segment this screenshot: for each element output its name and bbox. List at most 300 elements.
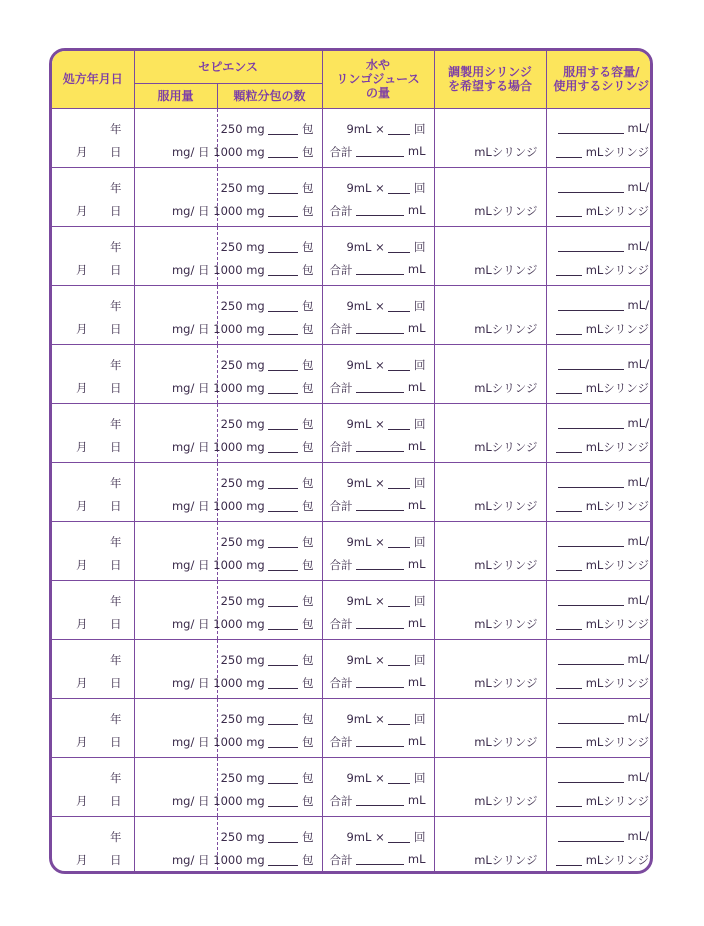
usage-volume-cell xyxy=(546,403,653,462)
month-label: 月 xyxy=(76,793,88,808)
syringe-preference-label: mLシリンジ xyxy=(474,557,538,572)
year-label: 年 xyxy=(110,239,122,254)
header-usage-volume xyxy=(546,51,653,108)
total-ml-label: mL xyxy=(407,615,426,630)
total-ml-label: mL xyxy=(407,438,426,453)
total-ml-label: mL xyxy=(407,733,426,748)
packet-1000-blank[interactable] xyxy=(268,381,298,394)
usage-volume-blank[interactable] xyxy=(558,652,624,665)
packet-250-label: 250 mg xyxy=(220,475,265,490)
usage-volume-blank[interactable] xyxy=(558,121,624,134)
dose-cell xyxy=(134,167,217,226)
usage-ml-label: mL/ xyxy=(627,710,650,725)
prescription-table-frame xyxy=(49,48,653,874)
usage-syringe-blank[interactable] xyxy=(556,204,582,217)
packet-1000-label: 1000 mg xyxy=(213,439,265,454)
total-blank[interactable] xyxy=(356,498,404,511)
water-dose-label: 9mL × xyxy=(346,711,385,726)
packet-1000-blank[interactable] xyxy=(268,499,298,512)
header-usage-volume-line1: 服用する容量/ xyxy=(563,65,640,80)
times-blank[interactable] xyxy=(388,476,410,489)
usage-volume-blank[interactable] xyxy=(558,770,624,783)
times-label: 回 xyxy=(414,239,426,254)
day-label: 日 xyxy=(110,498,122,513)
total-blank[interactable] xyxy=(356,380,404,393)
year-label: 年 xyxy=(110,298,122,313)
date-cell xyxy=(52,521,134,580)
year-label: 年 xyxy=(110,593,122,608)
packet-unit-label: 包 xyxy=(302,357,314,372)
syringe-preference-cell xyxy=(434,639,546,698)
total-blank[interactable] xyxy=(356,852,404,865)
dose-cell xyxy=(134,344,217,403)
header-syringe-preference-line2: を希望する場合 xyxy=(448,79,533,94)
packet-250-blank[interactable] xyxy=(268,476,298,489)
usage-syringe-blank[interactable] xyxy=(556,735,582,748)
header-usage-volume-line2: 使用するシリンジ xyxy=(553,79,650,94)
month-label: 月 xyxy=(76,852,88,867)
usage-syringe-blank[interactable] xyxy=(556,263,582,276)
water-cell xyxy=(322,580,434,639)
times-blank[interactable] xyxy=(388,417,410,430)
packet-1000-label: 1000 mg xyxy=(213,203,265,218)
total-ml-label: mL xyxy=(407,556,426,571)
syringe-preference-label: mLシリンジ xyxy=(474,321,538,336)
times-label: 回 xyxy=(414,416,426,431)
times-blank[interactable] xyxy=(388,122,410,135)
syringe-preference-label: mLシリンジ xyxy=(474,144,538,159)
usage-volume-cell xyxy=(546,816,653,874)
day-label: 日 xyxy=(110,557,122,572)
syringe-preference-cell xyxy=(434,521,546,580)
syringe-preference-cell xyxy=(434,757,546,816)
usage-ml-label: mL/ xyxy=(627,297,650,312)
packet-1000-blank[interactable] xyxy=(268,617,298,630)
packet-250-blank[interactable] xyxy=(268,594,298,607)
day-label: 日 xyxy=(110,734,122,749)
packet-250-label: 250 mg xyxy=(220,121,265,136)
usage-syringe-blank[interactable] xyxy=(556,145,582,158)
usage-ml-label: mL/ xyxy=(627,356,650,371)
usage-syringe-blank[interactable] xyxy=(556,617,582,630)
packet-250-blank[interactable] xyxy=(268,240,298,253)
packet-250-label: 250 mg xyxy=(220,593,265,608)
usage-volume-cell xyxy=(546,757,653,816)
dose-cell xyxy=(134,757,217,816)
date-cell xyxy=(52,344,134,403)
usage-volume-cell xyxy=(546,580,653,639)
times-label: 回 xyxy=(414,298,426,313)
total-blank[interactable] xyxy=(356,203,404,216)
usage-syringe-blank[interactable] xyxy=(556,440,582,453)
packets-cell xyxy=(213,639,322,698)
packet-1000-blank[interactable] xyxy=(268,676,298,689)
usage-syringe-label: mLシリンジ xyxy=(585,321,650,336)
packet-250-label: 250 mg xyxy=(220,357,265,372)
total-blank[interactable] xyxy=(356,439,404,452)
packet-250-blank[interactable] xyxy=(268,181,298,194)
times-label: 回 xyxy=(414,180,426,195)
usage-ml-label: mL/ xyxy=(627,592,650,607)
usage-volume-blank[interactable] xyxy=(558,711,624,724)
total-label: 合計 xyxy=(329,380,353,395)
times-blank[interactable] xyxy=(388,240,410,253)
day-label: 日 xyxy=(110,262,122,277)
water-dose-label: 9mL × xyxy=(346,652,385,667)
packet-1000-blank[interactable] xyxy=(268,853,298,866)
date-cell xyxy=(52,698,134,757)
syringe-preference-label: mLシリンジ xyxy=(474,262,538,277)
syringe-preference-cell xyxy=(434,462,546,521)
packet-unit-label: 包 xyxy=(302,734,314,749)
usage-volume-blank[interactable] xyxy=(558,416,624,429)
usage-syringe-blank[interactable] xyxy=(556,853,582,866)
packets-cell xyxy=(213,757,322,816)
header-water-line3: の量 xyxy=(366,86,391,101)
times-label: 回 xyxy=(414,770,426,785)
month-label: 月 xyxy=(76,203,88,218)
packet-unit-label: 包 xyxy=(302,534,314,549)
times-blank[interactable] xyxy=(388,181,410,194)
month-label: 月 xyxy=(76,380,88,395)
packets-cell xyxy=(213,462,322,521)
packet-250-blank[interactable] xyxy=(268,830,298,843)
syringe-preference-cell xyxy=(434,167,546,226)
times-blank[interactable] xyxy=(388,830,410,843)
year-label: 年 xyxy=(110,121,122,136)
table-row xyxy=(52,167,653,226)
usage-ml-label: mL/ xyxy=(627,474,650,489)
packet-1000-blank[interactable] xyxy=(268,204,298,217)
usage-volume-blank[interactable] xyxy=(558,475,624,488)
times-blank[interactable] xyxy=(388,299,410,312)
packet-250-blank[interactable] xyxy=(268,122,298,135)
packet-unit-label: 包 xyxy=(302,616,314,631)
total-label: 合計 xyxy=(329,203,353,218)
packet-250-label: 250 mg xyxy=(220,416,265,431)
usage-syringe-blank[interactable] xyxy=(556,558,582,571)
packet-250-blank[interactable] xyxy=(268,712,298,725)
packet-1000-label: 1000 mg xyxy=(213,734,265,749)
water-dose-label: 9mL × xyxy=(346,239,385,254)
usage-syringe-label: mLシリンジ xyxy=(585,616,650,631)
month-label: 月 xyxy=(76,616,88,631)
syringe-preference-label: mLシリンジ xyxy=(474,439,538,454)
syringe-preference-cell xyxy=(434,580,546,639)
month-label: 月 xyxy=(76,144,88,159)
usage-volume-blank[interactable] xyxy=(558,534,624,547)
packet-250-blank[interactable] xyxy=(268,653,298,666)
table-row xyxy=(52,521,653,580)
usage-volume-cell xyxy=(546,462,653,521)
packet-1000-blank[interactable] xyxy=(268,735,298,748)
times-blank[interactable] xyxy=(388,358,410,371)
mg-per-day-label: mg/ 日 xyxy=(171,852,210,867)
packet-250-label: 250 mg xyxy=(220,652,265,667)
usage-syringe-blank[interactable] xyxy=(556,676,582,689)
date-cell xyxy=(52,816,134,874)
usage-volume-blank[interactable] xyxy=(558,829,624,842)
usage-volume-blank[interactable] xyxy=(558,298,624,311)
usage-syringe-label: mLシリンジ xyxy=(585,380,650,395)
total-ml-label: mL xyxy=(407,674,426,689)
total-label: 合計 xyxy=(329,616,353,631)
usage-ml-label: mL/ xyxy=(627,533,650,548)
packets-cell xyxy=(213,698,322,757)
packets-cell xyxy=(213,108,322,167)
header-dose: 服用量 xyxy=(134,83,217,108)
usage-syringe-blank[interactable] xyxy=(556,499,582,512)
date-cell xyxy=(52,639,134,698)
mg-per-day-label: mg/ 日 xyxy=(171,144,210,159)
month-label: 月 xyxy=(76,439,88,454)
dose-cell xyxy=(134,639,217,698)
date-cell xyxy=(52,757,134,816)
year-label: 年 xyxy=(110,652,122,667)
times-blank[interactable] xyxy=(388,535,410,548)
header-packets: 顆粒分包の数 xyxy=(217,83,322,108)
times-blank[interactable] xyxy=(388,712,410,725)
day-label: 日 xyxy=(110,793,122,808)
dose-cell xyxy=(134,462,217,521)
month-label: 月 xyxy=(76,675,88,690)
packet-unit-label: 包 xyxy=(302,593,314,608)
total-ml-label: mL xyxy=(407,261,426,276)
packet-1000-blank[interactable] xyxy=(268,263,298,276)
day-label: 日 xyxy=(110,321,122,336)
table-body xyxy=(52,108,653,874)
usage-syringe-label: mLシリンジ xyxy=(585,734,650,749)
usage-syringe-label: mLシリンジ xyxy=(585,203,650,218)
packet-250-label: 250 mg xyxy=(220,180,265,195)
table-row xyxy=(52,462,653,521)
water-dose-label: 9mL × xyxy=(346,298,385,313)
total-label: 合計 xyxy=(329,439,353,454)
table-row xyxy=(52,816,653,874)
times-label: 回 xyxy=(414,121,426,136)
packet-250-blank[interactable] xyxy=(268,417,298,430)
mg-per-day-label: mg/ 日 xyxy=(171,557,210,572)
packet-unit-label: 包 xyxy=(302,852,314,867)
packet-250-blank[interactable] xyxy=(268,771,298,784)
date-cell xyxy=(52,462,134,521)
month-label: 月 xyxy=(76,498,88,513)
usage-volume-blank[interactable] xyxy=(558,593,624,606)
packet-1000-label: 1000 mg xyxy=(213,498,265,513)
water-cell xyxy=(322,403,434,462)
syringe-preference-cell xyxy=(434,698,546,757)
packet-1000-blank[interactable] xyxy=(268,558,298,571)
packet-1000-label: 1000 mg xyxy=(213,852,265,867)
total-blank[interactable] xyxy=(356,793,404,806)
water-dose-label: 9mL × xyxy=(346,593,385,608)
packet-1000-blank[interactable] xyxy=(268,145,298,158)
packet-unit-label: 包 xyxy=(302,829,314,844)
water-dose-label: 9mL × xyxy=(346,534,385,549)
syringe-preference-label: mLシリンジ xyxy=(474,498,538,513)
syringe-preference-cell xyxy=(434,285,546,344)
packet-1000-label: 1000 mg xyxy=(213,321,265,336)
table-row xyxy=(52,285,653,344)
packet-unit-label: 包 xyxy=(302,262,314,277)
packet-unit-label: 包 xyxy=(302,121,314,136)
syringe-preference-label: mLシリンジ xyxy=(474,734,538,749)
date-cell xyxy=(52,167,134,226)
mg-per-day-label: mg/ 日 xyxy=(171,380,210,395)
packet-250-blank[interactable] xyxy=(268,535,298,548)
day-label: 日 xyxy=(110,380,122,395)
packet-250-label: 250 mg xyxy=(220,298,265,313)
usage-ml-label: mL/ xyxy=(627,415,650,430)
total-blank[interactable] xyxy=(356,675,404,688)
water-dose-label: 9mL × xyxy=(346,770,385,785)
syringe-preference-cell xyxy=(434,816,546,874)
year-label: 年 xyxy=(110,180,122,195)
packet-unit-label: 包 xyxy=(302,439,314,454)
mg-per-day-label: mg/ 日 xyxy=(171,793,210,808)
packet-1000-blank[interactable] xyxy=(268,322,298,335)
water-dose-label: 9mL × xyxy=(346,475,385,490)
packets-cell xyxy=(213,521,322,580)
syringe-preference-label: mLシリンジ xyxy=(474,675,538,690)
mg-per-day-label: mg/ 日 xyxy=(171,262,210,277)
times-blank[interactable] xyxy=(388,653,410,666)
date-cell xyxy=(52,285,134,344)
packet-unit-label: 包 xyxy=(302,475,314,490)
year-label: 年 xyxy=(110,770,122,785)
usage-syringe-blank[interactable] xyxy=(556,381,582,394)
usage-syringe-label: mLシリンジ xyxy=(585,144,650,159)
table-row xyxy=(52,580,653,639)
total-label: 合計 xyxy=(329,852,353,867)
packets-cell xyxy=(213,816,322,874)
total-label: 合計 xyxy=(329,675,353,690)
header-water-line1: 水や xyxy=(366,58,391,73)
total-label: 合計 xyxy=(329,557,353,572)
packet-250-blank[interactable] xyxy=(268,299,298,312)
packet-250-blank[interactable] xyxy=(268,358,298,371)
total-blank[interactable] xyxy=(356,557,404,570)
total-ml-label: mL xyxy=(407,379,426,394)
usage-syringe-label: mLシリンジ xyxy=(585,675,650,690)
usage-ml-label: mL/ xyxy=(627,238,650,253)
syringe-preference-cell xyxy=(434,226,546,285)
total-label: 合計 xyxy=(329,734,353,749)
usage-syringe-blank[interactable] xyxy=(556,794,582,807)
year-label: 年 xyxy=(110,475,122,490)
packet-unit-label: 包 xyxy=(302,675,314,690)
water-cell xyxy=(322,344,434,403)
year-label: 年 xyxy=(110,357,122,372)
usage-syringe-label: mLシリンジ xyxy=(585,439,650,454)
mg-per-day-label: mg/ 日 xyxy=(171,321,210,336)
usage-volume-blank[interactable] xyxy=(558,239,624,252)
usage-syringe-blank[interactable] xyxy=(556,322,582,335)
table-row xyxy=(52,639,653,698)
packet-250-label: 250 mg xyxy=(220,239,265,254)
times-label: 回 xyxy=(414,475,426,490)
packets-cell xyxy=(213,403,322,462)
packet-unit-label: 包 xyxy=(302,793,314,808)
water-dose-label: 9mL × xyxy=(346,180,385,195)
usage-volume-cell xyxy=(546,285,653,344)
packet-unit-label: 包 xyxy=(302,180,314,195)
usage-volume-cell xyxy=(546,226,653,285)
packet-1000-label: 1000 mg xyxy=(213,793,265,808)
total-ml-label: mL xyxy=(407,497,426,512)
day-label: 日 xyxy=(110,144,122,159)
total-blank[interactable] xyxy=(356,262,404,275)
syringe-preference-cell xyxy=(434,108,546,167)
water-cell xyxy=(322,816,434,874)
times-blank[interactable] xyxy=(388,594,410,607)
table-row xyxy=(52,344,653,403)
packet-1000-label: 1000 mg xyxy=(213,616,265,631)
total-ml-label: mL xyxy=(407,851,426,866)
syringe-preference-label: mLシリンジ xyxy=(474,793,538,808)
syringe-preference-cell xyxy=(434,344,546,403)
water-cell xyxy=(322,757,434,816)
date-cell xyxy=(52,108,134,167)
usage-syringe-label: mLシリンジ xyxy=(585,793,650,808)
usage-ml-label: mL/ xyxy=(627,120,650,135)
table-row xyxy=(52,108,653,167)
month-label: 月 xyxy=(76,262,88,277)
total-blank[interactable] xyxy=(356,321,404,334)
packets-cell xyxy=(213,580,322,639)
usage-volume-blank[interactable] xyxy=(558,357,624,370)
year-label: 年 xyxy=(110,534,122,549)
times-label: 回 xyxy=(414,829,426,844)
total-blank[interactable] xyxy=(356,734,404,747)
packet-unit-label: 包 xyxy=(302,652,314,667)
day-label: 日 xyxy=(110,439,122,454)
water-cell xyxy=(322,462,434,521)
packets-cell xyxy=(213,285,322,344)
water-cell xyxy=(322,698,434,757)
times-blank[interactable] xyxy=(388,771,410,784)
table-row xyxy=(52,757,653,816)
usage-volume-blank[interactable] xyxy=(558,180,624,193)
packet-1000-blank[interactable] xyxy=(268,440,298,453)
total-blank[interactable] xyxy=(356,144,404,157)
syringe-preference-label: mLシリンジ xyxy=(474,616,538,631)
total-label: 合計 xyxy=(329,321,353,336)
total-label: 合計 xyxy=(329,498,353,513)
year-label: 年 xyxy=(110,829,122,844)
packet-1000-blank[interactable] xyxy=(268,794,298,807)
total-ml-label: mL xyxy=(407,320,426,335)
packets-cell xyxy=(213,167,322,226)
packet-unit-label: 包 xyxy=(302,416,314,431)
dose-cell xyxy=(134,521,217,580)
times-label: 回 xyxy=(414,534,426,549)
packet-unit-label: 包 xyxy=(302,239,314,254)
total-blank[interactable] xyxy=(356,616,404,629)
table-row xyxy=(52,698,653,757)
mg-per-day-label: mg/ 日 xyxy=(171,734,210,749)
water-cell xyxy=(322,285,434,344)
mg-per-day-label: mg/ 日 xyxy=(171,439,210,454)
water-dose-label: 9mL × xyxy=(346,416,385,431)
usage-volume-cell xyxy=(546,698,653,757)
water-dose-label: 9mL × xyxy=(346,357,385,372)
total-ml-label: mL xyxy=(407,792,426,807)
times-label: 回 xyxy=(414,652,426,667)
usage-syringe-label: mLシリンジ xyxy=(585,852,650,867)
day-label: 日 xyxy=(110,616,122,631)
dose-cell xyxy=(134,403,217,462)
